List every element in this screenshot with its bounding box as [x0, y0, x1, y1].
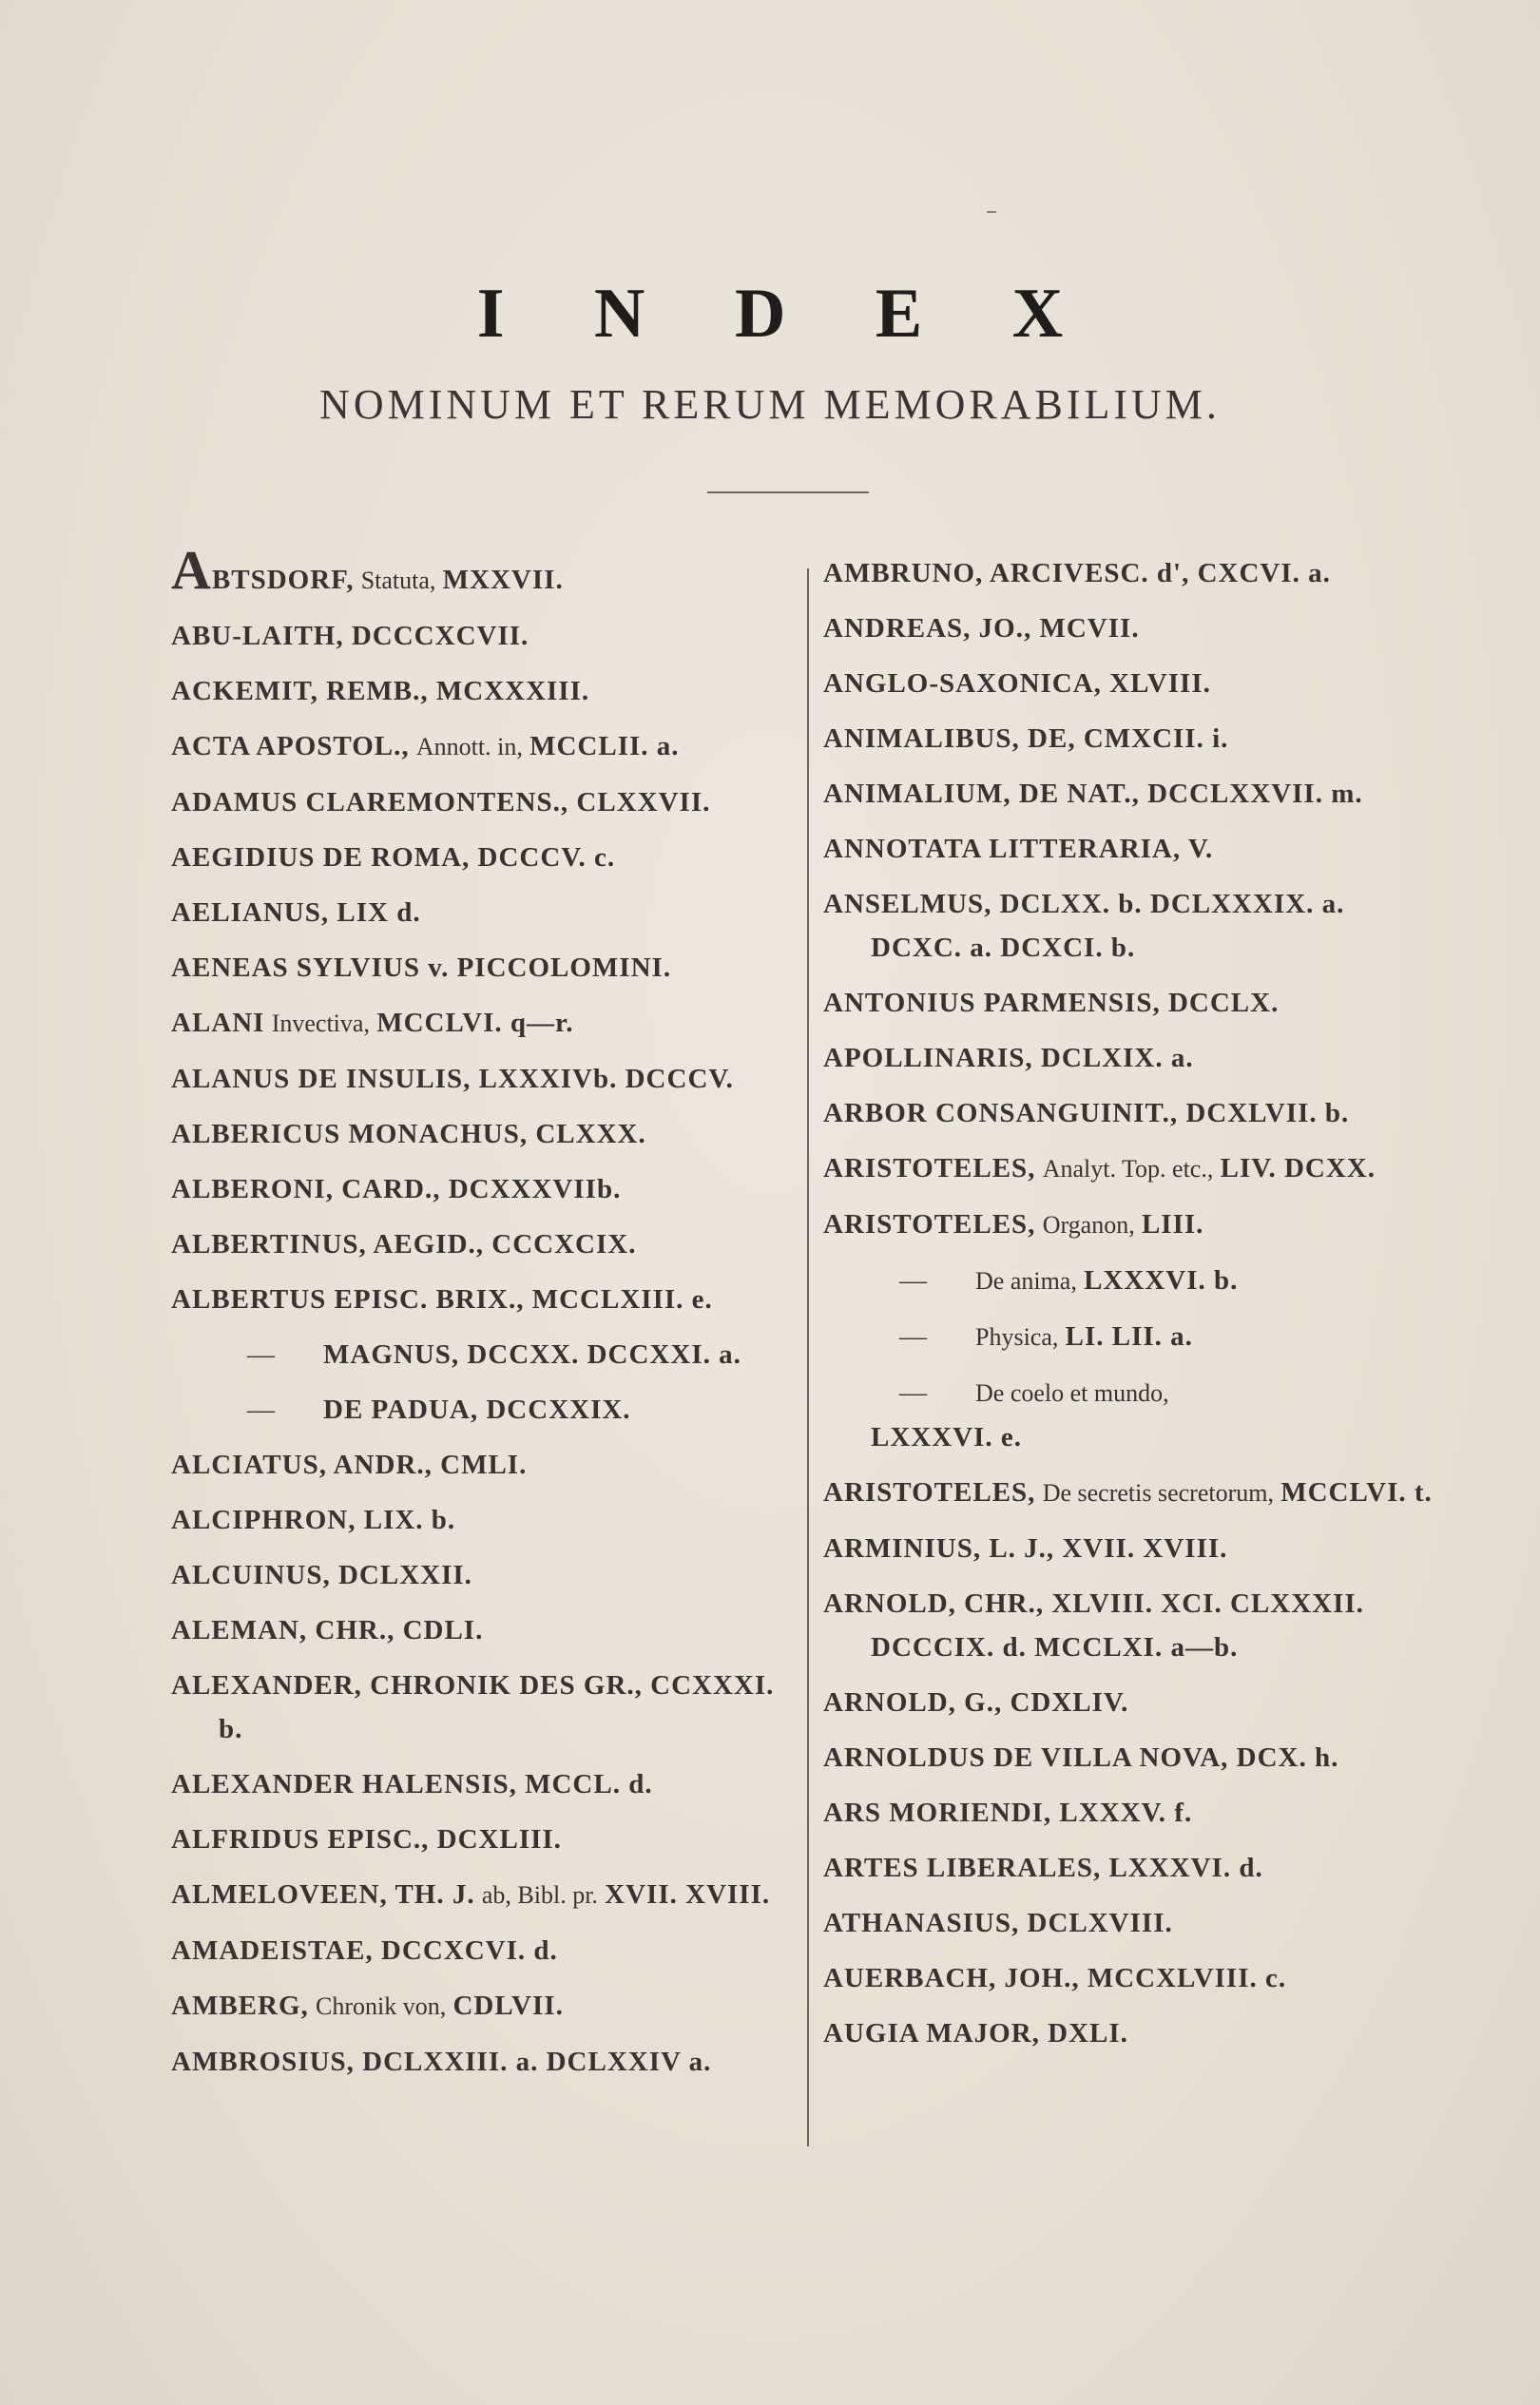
index-entry: [823, 1956, 1441, 2000]
page-title: I N D E X: [476, 275, 1100, 353]
entry-heading: ARNOLD, G., CDXLIV.: [823, 1687, 1129, 1718]
entry-heading: ANNOTATA LITTERARIA, V.: [823, 834, 1214, 864]
index-entry: [823, 551, 1441, 595]
entry-heading: ARISTOTELES,: [823, 1477, 1036, 1508]
index-entry: [823, 1259, 1441, 1303]
entry-reference: XVII. XVIII.: [605, 1879, 771, 1910]
entry-heading: DE PADUA, DCCXXIX.: [323, 1395, 631, 1425]
index-entry: [171, 1443, 784, 1487]
index-entry: [171, 1057, 784, 1101]
index-entry: [823, 1846, 1441, 1890]
index-entry: [171, 1333, 784, 1376]
index-entry: [171, 1278, 784, 1321]
index-entry: [171, 1498, 784, 1542]
index-entry: [171, 1388, 784, 1432]
index-entry: [171, 539, 784, 603]
entry-note: Chronik von,: [316, 1992, 447, 2020]
index-entry: [171, 1984, 784, 2029]
entry-note: Analyt. Top. etc.,: [1042, 1155, 1214, 1183]
entry-heading: ALANI: [171, 1008, 265, 1038]
index-entry: [823, 662, 1441, 705]
entry-heading: ALMELOVEEN, TH. J.: [171, 1879, 475, 1910]
entry-note: De secretis secretorum,: [1042, 1479, 1274, 1507]
index-entry: [171, 1222, 784, 1266]
entry-note: De anima,: [975, 1267, 1077, 1295]
index-entry: [171, 2040, 784, 2084]
index-entry: [823, 606, 1441, 650]
entry-heading: AMBERG,: [171, 1991, 309, 2021]
entry-reference: LXXXVI. e.: [871, 1422, 1023, 1453]
index-entry: [171, 836, 784, 879]
entry-heading: ALCIATUS, ANDR., CMLI.: [171, 1450, 528, 1480]
index-entry: [823, 827, 1441, 871]
entry-reference: MCCLII. a.: [529, 731, 680, 761]
entry-dash: —: [247, 1395, 275, 1425]
index-entry: [823, 1202, 1441, 1247]
entry-heading: ALBERICUS MONACHUS, CLXXX.: [171, 1119, 646, 1149]
entry-heading: ALBERTINUS, AEGID., CCCXCIX.: [171, 1229, 637, 1260]
index-entry: [171, 669, 784, 713]
index-entry: [823, 1527, 1441, 1570]
index-entry: [171, 1001, 784, 1046]
entry-heading: ABU-LAITH, DCCCXCVII.: [171, 621, 529, 651]
page-mark: [987, 211, 996, 213]
index-entry: [171, 1112, 784, 1156]
index-entry: [823, 981, 1441, 1025]
entry-heading: ANTONIUS PARMENSIS, DCCLX.: [823, 988, 1280, 1018]
entry-heading: ANIMALIUM, DE NAT., DCCLXXVII. m.: [823, 779, 1363, 809]
index-entry: [823, 1315, 1441, 1359]
index-entry: [823, 1681, 1441, 1724]
entry-heading: ANGLO-SAXONICA, XLVIII.: [823, 668, 1211, 699]
index-column-left: [171, 539, 784, 2095]
entry-heading: ALFRIDUS EPISC., DCXLIII.: [171, 1824, 562, 1855]
index-entry: [823, 1791, 1441, 1835]
entry-heading: ARBOR CONSANGUINIT., DCXLVII. b.: [823, 1098, 1350, 1128]
entry-note: Invectiva,: [271, 1010, 370, 1037]
entry-note: De coelo et mundo,: [975, 1379, 1169, 1407]
index-entry: [171, 1929, 784, 1972]
index-entry: [823, 1736, 1441, 1780]
index-entry-continuation: [823, 1415, 1441, 1459]
entry-heading: ALBERTUS EPISC. BRIX., MCCLXIII. e.: [171, 1284, 713, 1315]
index-column-right: [823, 551, 1441, 2067]
index-entry: [171, 891, 784, 934]
entry-heading: ALEXANDER HALENSIS, MCCL. d.: [171, 1769, 653, 1799]
entry-heading: ARISTOTELES,: [823, 1209, 1036, 1240]
entry-heading: AUGIA MAJOR, DXLI.: [823, 2018, 1128, 2049]
entry-heading: ANDREAS, JO., MCVII.: [823, 613, 1140, 644]
entry-reference: LXXXVI. b.: [1084, 1265, 1239, 1296]
entry-heading: AMBRUNO, ARCIVESC. d', CXCVI. a.: [823, 558, 1331, 588]
entry-note: Organon,: [1042, 1211, 1135, 1239]
entry-heading: ACTA APOSTOL.,: [171, 731, 410, 761]
entry-note: Statuta,: [360, 567, 436, 594]
index-entry: [823, 1146, 1441, 1191]
index-entry: [171, 1553, 784, 1597]
entry-reference: LI. LII. a.: [1065, 1321, 1193, 1352]
index-entry: [823, 1901, 1441, 1945]
entry-reference: LIII.: [1141, 1209, 1204, 1240]
entry-heading: BTSDORF,: [211, 565, 355, 595]
entry-heading: ATHANASIUS, DCLXVIII.: [823, 1908, 1173, 1938]
entry-dash: —: [247, 1339, 275, 1370]
column-divider: [807, 568, 809, 2146]
entry-heading: AUERBACH, JOH., MCCXLVIII. c.: [823, 1963, 1287, 1993]
entry-heading: ANIMALIBUS, DE, CMXCII. i.: [823, 723, 1229, 754]
entry-heading: ARNOLDUS DE VILLA NOVA, DCX. h.: [823, 1742, 1339, 1773]
entry-heading: ALEMAN, CHR., CDLI.: [171, 1615, 484, 1645]
index-entry: [171, 1818, 784, 1861]
index-entry: [171, 1664, 784, 1751]
entry-note: Physica,: [975, 1323, 1059, 1351]
entry-heading: ARNOLD, CHR., XLVIII. XCI. CLXXXII. DCCCIX. d. MCCLXI. a—b.: [823, 1588, 1364, 1663]
entry-heading: ALANUS DE INSULIS, LXXXIVb. DCCCV.: [171, 1064, 734, 1094]
index-entry: [823, 1471, 1441, 1515]
index-entry: [171, 614, 784, 658]
entry-note: Annott. in,: [415, 733, 523, 760]
entry-note: ab, Bibl. pr.: [481, 1881, 598, 1909]
index-entry: [171, 724, 784, 769]
entry-heading: ALBERONI, CARD., DCXXXVIIb.: [171, 1174, 622, 1204]
entry-heading: AELIANUS, LIX d.: [171, 897, 421, 928]
index-entry: [823, 1371, 1441, 1415]
entry-reference: CDLVII.: [452, 1991, 564, 2021]
entry-heading: ARMINIUS, L. J., XVII. XVIII.: [823, 1533, 1228, 1564]
entry-reference: MCCLVI. t.: [1280, 1477, 1433, 1508]
entry-heading: ALEXANDER, CHRONIK DES GR., CCXXXI. b.: [171, 1670, 775, 1744]
entry-dash: —: [899, 1265, 927, 1296]
entry-heading: AEGIDIUS DE ROMA, DCCCV. c.: [171, 842, 616, 873]
index-entry: [171, 1608, 784, 1652]
entry-heading: ADAMUS CLAREMONTENS., CLXXVII.: [171, 787, 711, 818]
entry-dash: —: [899, 1321, 927, 1352]
index-entry: [823, 2011, 1441, 2055]
index-entry: [823, 1036, 1441, 1080]
entry-heading: AENEAS SYLVIUS v. PICCOLOMINI.: [171, 952, 672, 983]
entry-heading: AMADEISTAE, DCCXCVI. d.: [171, 1935, 558, 1966]
entry-drop-cap: A: [171, 539, 212, 601]
index-entry: [171, 780, 784, 824]
index-entry: [823, 772, 1441, 816]
index-entry: [823, 882, 1441, 970]
index-entry: [171, 1167, 784, 1211]
entry-heading: APOLLINARIS, DCLXIX. a.: [823, 1043, 1194, 1073]
entry-heading: ACKEMIT, REMB., MCXXXIII.: [171, 676, 590, 706]
entry-heading: MAGNUS, DCCXX. DCCXXI. a.: [323, 1339, 741, 1370]
index-entry: [823, 1582, 1441, 1669]
entry-reference: MCCLVI. q—r.: [376, 1008, 574, 1038]
entry-heading: ALCUINUS, DCLXXII.: [171, 1560, 472, 1590]
index-entry: [171, 1873, 784, 1917]
index-entry: [171, 1762, 784, 1806]
entry-heading: ARTES LIBERALES, LXXXVI. d.: [823, 1853, 1263, 1883]
entry-heading: ALCIPHRON, LIX. b.: [171, 1505, 456, 1535]
entry-heading: ANSELMUS, DCLXX. b. DCLXXXIX. a. DCXC. a. DCXCI. b.: [823, 889, 1345, 963]
entry-reference: MXXVII.: [442, 565, 564, 595]
index-entry: [171, 946, 784, 990]
title-rule: [707, 491, 869, 493]
entry-reference: LIV. DCXX.: [1220, 1153, 1376, 1183]
entry-heading: AMBROSIUS, DCLXXIII. a. DCLXXIV a.: [171, 2047, 712, 2077]
entry-heading: ARS MORIENDI, LXXXV. f.: [823, 1798, 1193, 1828]
index-entry: [823, 1091, 1441, 1135]
index-entry: [823, 717, 1441, 760]
entry-dash: —: [899, 1377, 927, 1408]
entry-heading: ARISTOTELES,: [823, 1153, 1036, 1183]
page-subtitle: NOMINUM ET RERUM MEMORABILIUM.: [319, 381, 1221, 428]
